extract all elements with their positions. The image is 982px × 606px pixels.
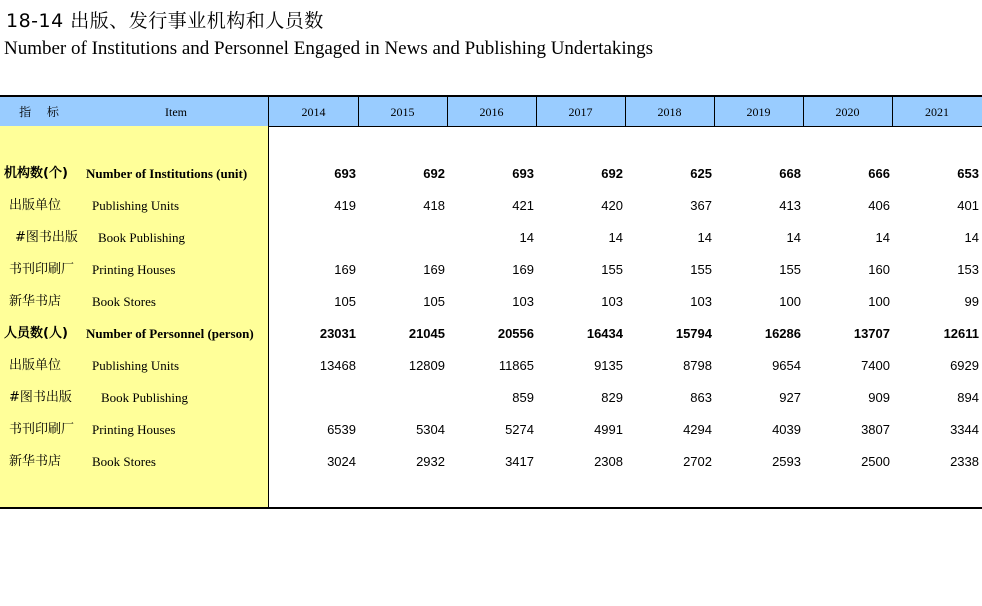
cell-value	[365, 382, 445, 414]
cell-value: 668	[779, 166, 801, 181]
row-label-cn: 出版单位	[9, 198, 62, 213]
cell-value: 169	[334, 262, 356, 277]
cell-value: 3344	[950, 422, 979, 437]
cell-value: 6929	[950, 358, 979, 373]
cell-value: 15794	[675, 326, 712, 341]
cell-value: 20556	[497, 326, 534, 341]
row-label-cn: 新华书店	[9, 454, 62, 469]
row-label-cn: 人员数(人)	[4, 326, 68, 341]
table-bottom-rule	[0, 507, 982, 509]
cell-value: 100	[868, 294, 890, 309]
cell-value: 859	[512, 390, 534, 405]
cell-value: 693	[512, 166, 534, 181]
cell-value: 14	[964, 230, 979, 245]
cell-value: 12809	[408, 358, 445, 373]
cell-value: 103	[512, 294, 534, 309]
row-label-en: Number of Personnel (person)	[86, 326, 254, 341]
row-label-en: Book Stores	[92, 294, 156, 309]
cell-value: 5274	[505, 422, 534, 437]
header-column-divider	[358, 97, 359, 126]
cell-value: 103	[690, 294, 712, 309]
table-row	[0, 286, 982, 318]
cell-value: 14	[608, 230, 623, 245]
row-label-cn: 机构数(个)	[4, 166, 68, 181]
table-row	[0, 382, 982, 414]
table-header	[0, 95, 982, 127]
cell-value: 155	[690, 262, 712, 277]
cell-value: 14	[786, 230, 801, 245]
header-year: 2014	[301, 105, 326, 119]
cell-value: 6539	[327, 422, 356, 437]
header-year: 2016	[479, 105, 504, 119]
row-label-en: Publishing Units	[92, 198, 180, 213]
cell-value: 909	[868, 390, 890, 405]
cell-value: 692	[423, 166, 445, 181]
row-label-cn: 书刊印刷厂	[9, 262, 75, 277]
cell-value: 155	[601, 262, 623, 277]
cell-value: 103	[601, 294, 623, 309]
header-year: 2015	[390, 105, 415, 119]
cell-value: 8798	[683, 358, 712, 373]
cell-value: 7400	[861, 358, 890, 373]
row-label-en: Number of Institutions (unit)	[86, 166, 248, 181]
cell-value: 2500	[861, 454, 890, 469]
cell-value: 3024	[327, 454, 356, 469]
cell-value: 420	[601, 198, 623, 213]
cell-value: 14	[875, 230, 890, 245]
row-label-cn: 新华书店	[9, 294, 62, 309]
header-column-divider	[714, 97, 715, 126]
cell-value: 421	[512, 198, 534, 213]
header-indicator: 指 标	[19, 105, 65, 119]
cell-value: 863	[690, 390, 712, 405]
row-label-en: Book Publishing	[101, 390, 189, 405]
cell-value: 14	[519, 230, 534, 245]
cell-value: 160	[868, 262, 890, 277]
cell-value: 666	[868, 166, 890, 181]
cell-value: 413	[779, 198, 801, 213]
cell-value: 100	[779, 294, 801, 309]
cell-value: 5304	[416, 422, 445, 437]
cell-value: 12611	[943, 326, 979, 341]
cell-value: 169	[512, 262, 534, 277]
header-year: 2019	[746, 105, 771, 119]
table-row	[0, 318, 982, 350]
table-row	[0, 414, 982, 446]
cell-value: 16434	[586, 326, 623, 341]
cell-value: 693	[334, 166, 356, 181]
cell-value: 3807	[861, 422, 890, 437]
cell-value: 11865	[498, 358, 534, 373]
cell-value: 2593	[772, 454, 801, 469]
cell-value: 155	[779, 262, 801, 277]
row-label-en: Book Publishing	[98, 230, 186, 245]
cell-value: 16286	[764, 326, 801, 341]
row-label-en: Printing Houses	[92, 262, 176, 277]
cell-value: 4039	[772, 422, 801, 437]
cell-value: 625	[690, 166, 712, 181]
header-year: 2020	[835, 105, 860, 119]
cell-value: 692	[601, 166, 623, 181]
row-label-cn: #图书出版	[9, 390, 72, 405]
row-label-cn: #图书出版	[15, 230, 78, 245]
cell-value: 406	[868, 198, 890, 213]
cell-value: 21045	[408, 326, 445, 341]
cell-value: 169	[423, 262, 445, 277]
cell-value: 2338	[950, 454, 979, 469]
table-title-cn: 18-14 出版、发行事业机构和人员数	[6, 10, 324, 32]
cell-value: 367	[690, 198, 712, 213]
cell-value: 894	[957, 390, 979, 405]
row-label-cn: 书刊印刷厂	[9, 422, 75, 437]
header-column-divider	[803, 97, 804, 126]
header-column-divider	[536, 97, 537, 126]
cell-value: 927	[779, 390, 801, 405]
header-year: 2018	[657, 105, 682, 119]
cell-value	[276, 222, 356, 254]
cell-value: 9135	[594, 358, 623, 373]
cell-value: 99	[964, 294, 979, 309]
cell-value: 105	[334, 294, 356, 309]
cell-value: 829	[601, 390, 623, 405]
table-row	[0, 190, 982, 222]
header-item: Item	[165, 105, 187, 119]
cell-value: 2702	[683, 454, 712, 469]
table-row	[0, 350, 982, 382]
cell-value: 653	[957, 166, 979, 181]
cell-value: 153	[957, 262, 979, 277]
cell-value	[365, 222, 445, 254]
header-year: 2021	[925, 105, 949, 119]
cell-value: 2932	[416, 454, 445, 469]
table-title-en: Number of Institutions and Personnel Engaged in News and Publishing Undertakings	[4, 38, 654, 59]
table-row	[0, 254, 982, 286]
cell-value: 14	[697, 230, 712, 245]
row-label-cn: 出版单位	[9, 358, 62, 373]
row-label-en: Printing Houses	[92, 422, 176, 437]
cell-value: 105	[423, 294, 445, 309]
cell-value: 401	[957, 198, 979, 213]
cell-value: 13707	[853, 326, 890, 341]
header-column-divider	[268, 97, 269, 126]
cell-value: 4294	[683, 422, 712, 437]
cell-value: 4991	[594, 422, 623, 437]
header-column-divider	[625, 97, 626, 126]
cell-value: 2308	[594, 454, 623, 469]
cell-value: 9654	[772, 358, 801, 373]
cell-value: 3417	[505, 454, 534, 469]
cell-value: 418	[423, 198, 445, 213]
row-label-en: Publishing Units	[92, 358, 180, 373]
row-label-en: Book Stores	[92, 454, 156, 469]
cell-value: 419	[334, 198, 356, 213]
table-row	[0, 158, 982, 190]
header-column-divider	[447, 97, 448, 126]
table-row	[0, 222, 982, 254]
cell-value: 23031	[319, 326, 356, 341]
cell-value: 13468	[319, 358, 356, 373]
header-column-divider	[892, 97, 893, 126]
header-year: 2017	[568, 105, 593, 119]
cell-value	[276, 382, 356, 414]
table-row	[0, 446, 982, 478]
